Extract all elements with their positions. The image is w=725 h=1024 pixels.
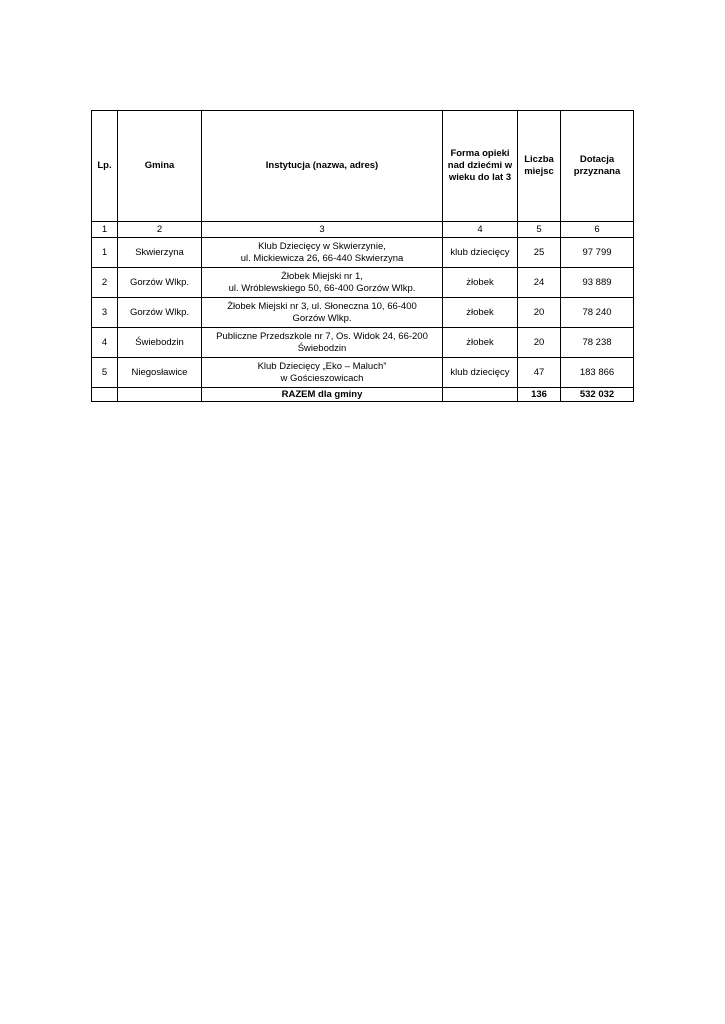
cell-lp: 1 [92, 238, 118, 268]
subsidy-table [91, 110, 634, 402]
table-body [92, 222, 634, 402]
cell-gmina: Skwierzyna [118, 238, 202, 268]
cell-instytucja [202, 328, 443, 358]
total-label: RAZEM dla gminy [202, 388, 443, 402]
cell-lp: 4 [92, 328, 118, 358]
cell-instytucja [202, 268, 443, 298]
cell-gmina: Gorzów Wlkp. [118, 268, 202, 298]
column-number-row [92, 222, 634, 238]
cell-forma: żłobek [443, 268, 518, 298]
column-number: 5 [518, 222, 561, 238]
cell-liczba: 25 [518, 238, 561, 268]
total-empty-cell [443, 388, 518, 402]
cell-instytucja [202, 298, 443, 328]
table-row [92, 328, 634, 358]
cell-gmina: Świebodzin [118, 328, 202, 358]
column-number: 4 [443, 222, 518, 238]
header-dotacja: Dotacja przyznana [561, 111, 634, 222]
cell-gmina: Gorzów Wlkp. [118, 298, 202, 328]
total-empty-cell [118, 388, 202, 402]
cell-dotacja: 97 799 [561, 238, 634, 268]
cell-lp: 2 [92, 268, 118, 298]
cell-instytucja [202, 358, 443, 388]
cell-liczba: 24 [518, 268, 561, 298]
cell-dotacja: 78 240 [561, 298, 634, 328]
cell-instytucja-line: Gorzów Wlkp. [292, 312, 352, 324]
header-lp: Lp. [92, 111, 118, 222]
cell-forma: żłobek [443, 328, 518, 358]
column-number: 3 [202, 222, 443, 238]
column-number: 2 [118, 222, 202, 238]
table-row [92, 298, 634, 328]
column-number: 1 [92, 222, 118, 238]
total-dotacja: 532 032 [561, 388, 634, 402]
cell-dotacja: 93 889 [561, 268, 634, 298]
header-instytucja: Instytucja (nazwa, adres) [202, 111, 443, 222]
cell-instytucja-line: Żłobek Miejski nr 3, ul. Słoneczna 10, 66-400 [227, 300, 417, 312]
cell-lp: 3 [92, 298, 118, 328]
cell-instytucja-line: Publiczne Przedszkole nr 7, Os. Widok 24, 66-200 [216, 330, 428, 342]
cell-instytucja-line: Świebodzin [297, 342, 347, 354]
header-row [92, 111, 634, 222]
column-number: 6 [561, 222, 634, 238]
total-liczba: 136 [518, 388, 561, 402]
cell-instytucja [202, 238, 443, 268]
cell-gmina: Niegosławice [118, 358, 202, 388]
cell-dotacja: 183 866 [561, 358, 634, 388]
header-forma: Forma opieki nad dziećmi w wieku do lat 3 [443, 111, 518, 222]
header-gmina: Gmina [118, 111, 202, 222]
header-liczba: Liczba miejsc [518, 111, 561, 222]
table-row [92, 358, 634, 388]
cell-liczba: 20 [518, 328, 561, 358]
cell-dotacja: 78 238 [561, 328, 634, 358]
table-row [92, 238, 634, 268]
cell-instytucja-line: Klub Dziecięcy w Skwierzynie, [258, 240, 386, 252]
table-row [92, 268, 634, 298]
cell-forma: klub dziecięcy [443, 358, 518, 388]
cell-liczba: 20 [518, 298, 561, 328]
cell-liczba: 47 [518, 358, 561, 388]
cell-forma: klub dziecięcy [443, 238, 518, 268]
cell-instytucja-line: Klub Dziecięcy „Eko – Maluch” [257, 360, 387, 372]
cell-instytucja-line: ul. Mickiewicza 26, 66-440 Skwierzyna [240, 252, 404, 264]
cell-forma: żłobek [443, 298, 518, 328]
cell-instytucja-line: ul. Wróblewskiego 50, 66-400 Gorzów Wlkp. [228, 282, 416, 294]
cell-instytucja-line: Żłobek Miejski nr 1, [281, 270, 363, 282]
total-row [92, 388, 634, 402]
cell-lp: 5 [92, 358, 118, 388]
cell-instytucja-line: w Gościeszowicach [280, 372, 364, 384]
total-empty-cell [92, 388, 118, 402]
